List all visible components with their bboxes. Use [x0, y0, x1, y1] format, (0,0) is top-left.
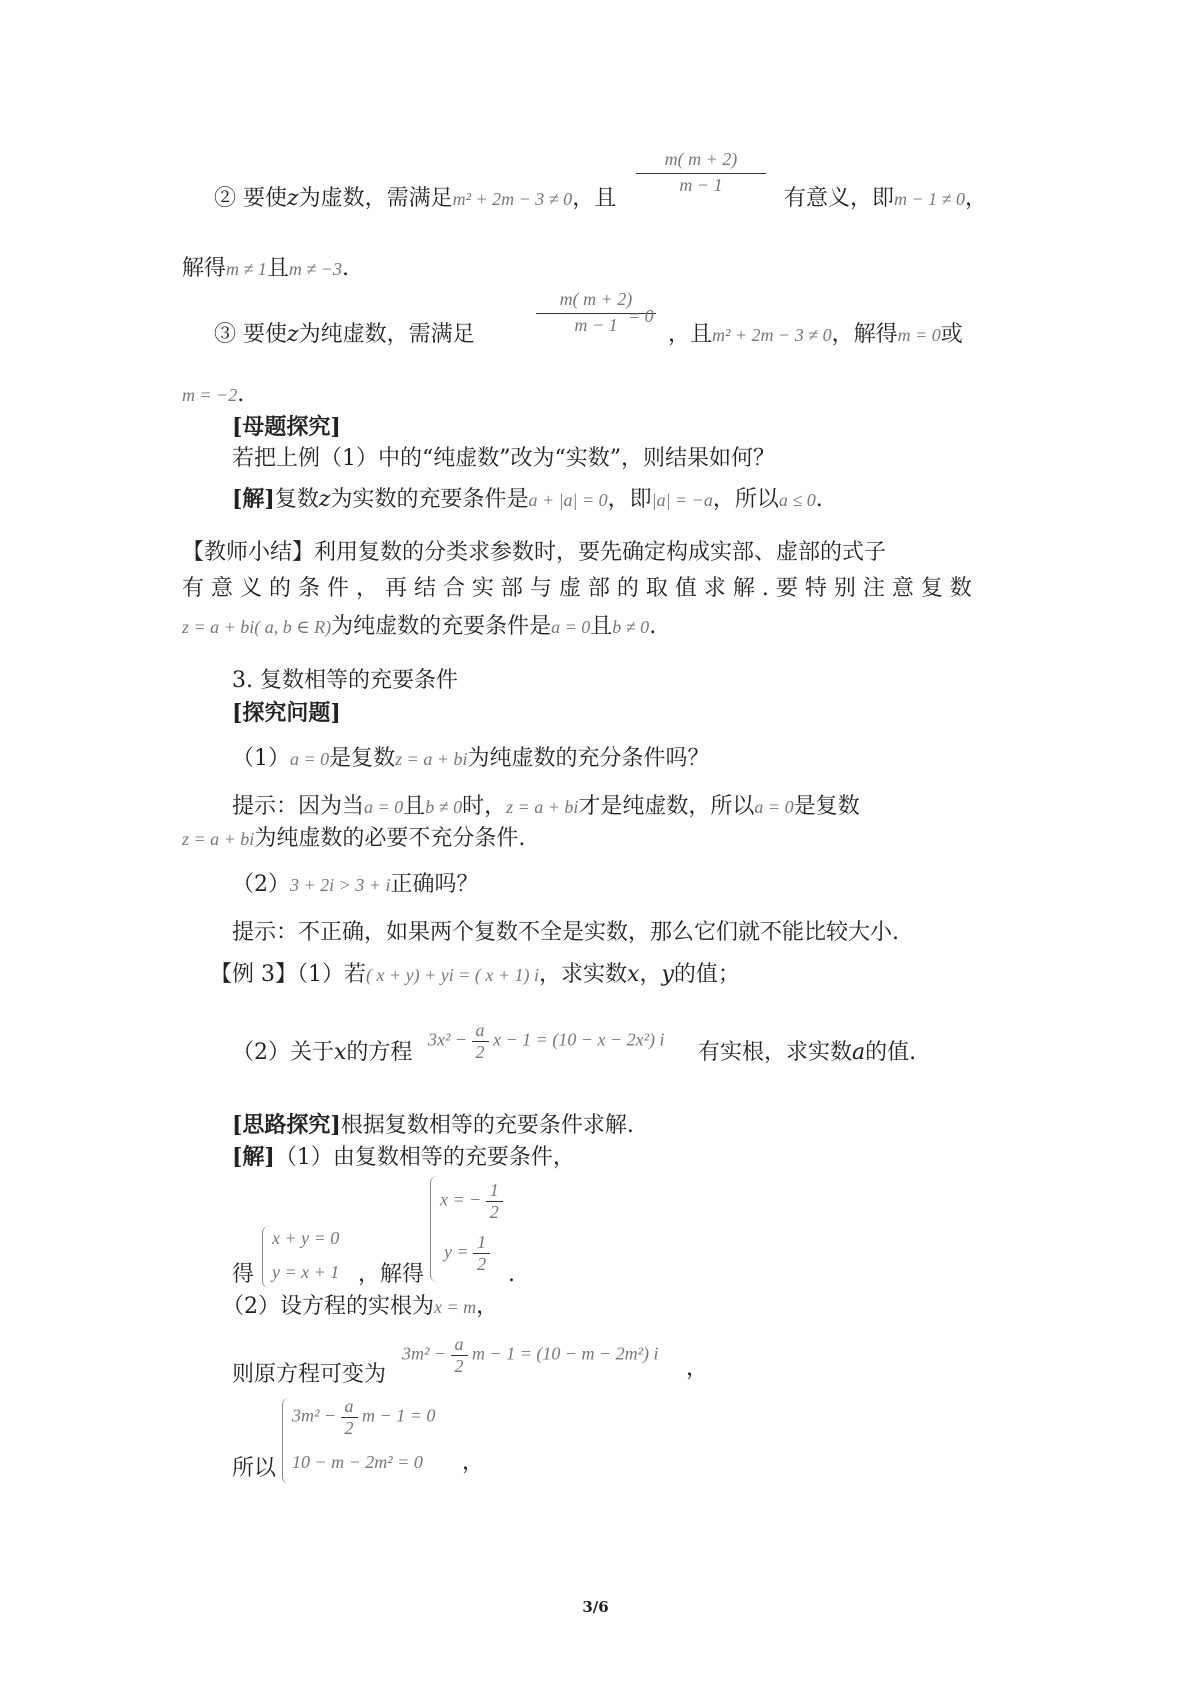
para-solution-pure	[182, 382, 244, 408]
fraction-denominator: 2	[475, 1041, 485, 1062]
fraction-denominator: m − 1	[679, 175, 723, 196]
text: 【例 3】（1）若	[210, 962, 366, 987]
text: 为纯虚数的充分条件吗？	[467, 746, 710, 771]
math-expr: a = 0	[754, 797, 794, 817]
para-condition-pure	[214, 322, 475, 348]
var-x: x	[627, 962, 640, 987]
math-expr: m² + 2m − 3 ≠ 0	[452, 189, 573, 209]
tag-solution: [解]	[232, 1144, 275, 1170]
text: 有意义，即	[784, 186, 895, 211]
var-z: z	[287, 186, 299, 211]
text-transform: 则原方程可变为	[232, 1362, 387, 1387]
text: ，且	[572, 186, 617, 211]
math-expr: z = a + bi	[182, 829, 255, 849]
fraction-denominator: 2	[477, 1253, 487, 1274]
text: ③ 要使	[214, 322, 287, 347]
system-2-eq-2: 10 − m − 2m² = 0	[292, 1452, 423, 1472]
math-expr: a = 0	[290, 749, 330, 769]
equation-transformed	[402, 1334, 659, 1376]
math-expr: m − 1 ≠ 0	[894, 189, 966, 209]
math-expr: b ≠ 0	[612, 617, 650, 637]
text: ，且	[668, 322, 713, 347]
math-expr: a + |a| = 0	[528, 490, 608, 510]
text: 且	[403, 794, 426, 819]
text: 根据复数相等的充要条件求解.	[340, 1113, 634, 1138]
var-z: z	[287, 322, 299, 347]
tag-solution: [解]	[232, 486, 275, 512]
math-expr: |a| = −a	[651, 490, 713, 510]
text: 为纯虚数的必要不充分条件.	[254, 826, 526, 851]
hint-2: 提示：不正确，如果两个复数不全是实数，那么它们就不能比较大小.	[232, 920, 899, 945]
text: （1）	[232, 746, 290, 771]
var-a: a	[852, 1040, 866, 1065]
example-3-part-2-lead	[232, 1040, 412, 1066]
example-3-part-2-tail	[698, 1040, 916, 1066]
math-expr: 3 + 2i > 3 + i	[290, 875, 391, 895]
text: 且	[266, 256, 289, 281]
text: （2）	[232, 872, 290, 897]
fraction-numerator: 1	[477, 1232, 487, 1252]
page-number: 3/6	[582, 1598, 609, 1616]
question-1	[232, 746, 710, 772]
var-y: y	[661, 962, 674, 987]
fraction-denominator: 2	[344, 1417, 354, 1438]
text-de: 得	[232, 1262, 255, 1287]
equation-example-3	[428, 1020, 665, 1062]
fraction	[341, 1396, 358, 1438]
math-expr: x = −	[440, 1189, 482, 1210]
para-solution-imaginary	[182, 256, 349, 282]
fraction-denominator: 2	[489, 1201, 499, 1222]
text-jiede: ，解得	[358, 1262, 425, 1287]
heading-mother-problem: [母题探究]	[232, 414, 341, 440]
fraction-numerator: 1	[489, 1180, 499, 1200]
text: 的方程	[346, 1040, 413, 1065]
tag-idea: [思路探究]	[232, 1112, 341, 1138]
text: （2）关于	[232, 1040, 334, 1065]
system-1-eq-2: y = x + 1	[272, 1262, 340, 1282]
math-expr: ( x + y) + yi = ( x + 1) i	[366, 965, 540, 985]
left-brace	[262, 1226, 269, 1288]
fraction-denominator: m − 1	[574, 315, 618, 336]
text-comma: ，	[686, 1356, 709, 1381]
question-mother-problem: 若把上例（1）中的“纯虚数”改为“实数”，则结果如何？	[232, 446, 775, 471]
fraction-numerator: a	[454, 1334, 464, 1354]
text: ，解得	[831, 322, 898, 347]
text: 时，	[462, 794, 507, 819]
var-x: x	[334, 1040, 347, 1065]
section-title: 3. 复数相等的充要条件	[232, 668, 458, 693]
fraction	[636, 148, 766, 198]
math-expr: a = 0	[364, 797, 404, 817]
left-brace	[430, 1176, 437, 1282]
text: 为实数的充要条件是	[330, 487, 529, 512]
math-expr: a ≤ 0	[778, 490, 816, 510]
text: 提示：因为当	[232, 794, 365, 819]
math-expr: m ≠ 1	[226, 259, 267, 279]
fraction	[473, 1232, 490, 1274]
fraction-numerator: m( m + 2)	[664, 149, 738, 169]
text: 正确吗？	[390, 872, 479, 897]
fraction	[486, 1180, 503, 1222]
math-expr: y =	[444, 1241, 469, 1262]
left-brace	[282, 1398, 289, 1484]
para-condition-imaginary-cont	[784, 186, 987, 212]
solution-x	[440, 1180, 503, 1222]
math-expr: x = m	[434, 1297, 477, 1317]
var-z: z	[318, 487, 331, 512]
question-2	[232, 872, 478, 898]
text: 的值.	[865, 1040, 917, 1065]
solution-part-1-lead	[232, 1144, 575, 1171]
text: （1）由复数相等的充要条件，	[274, 1145, 575, 1170]
text: 且	[590, 614, 613, 639]
text: 是复数	[793, 794, 860, 819]
math-expr: m − 1 = (10 − m − 2m²) i	[472, 1343, 659, 1364]
teacher-summary-line-3	[182, 614, 656, 640]
text: 或	[940, 322, 963, 347]
fraction-numerator: a	[344, 1396, 354, 1416]
text: ，求实数	[539, 962, 628, 987]
para-condition-pure-cont	[668, 322, 963, 348]
math-expr: m − 1 = 0	[362, 1405, 436, 1426]
math-expr: m ≠ −3	[288, 259, 342, 279]
fraction-numerator: m( m + 2)	[559, 289, 633, 309]
hint-1-line-2	[182, 826, 525, 852]
text: 为纯虚数，需满足	[298, 322, 475, 347]
math-expr: m = 0	[897, 325, 941, 345]
text: 是复数	[329, 746, 396, 771]
fraction-denominator: 2	[454, 1355, 464, 1376]
math-eq-zero: = 0	[628, 306, 654, 326]
text: ，	[965, 186, 988, 211]
text: （2）设方程的实根为	[222, 1294, 434, 1319]
math-expr: b ≠ 0	[425, 797, 463, 817]
text-period: .	[508, 1262, 515, 1287]
teacher-summary-line-1: 【教师小结】利用复数的分类求参数时，要先确定构成实部、虚部的式子	[182, 540, 887, 565]
system-2-eq-1	[292, 1396, 435, 1438]
math-expr: z = a + bi( a, b ∈ R)	[182, 617, 332, 637]
para-condition-imaginary	[214, 186, 616, 212]
math-expr: z = a + bi	[506, 797, 579, 817]
example-3-part-1	[210, 962, 740, 988]
text: 为虚数，需满足	[298, 186, 453, 211]
teacher-summary-line-2: 有 意 义 的 条 件 ， 再 结 合 实 部 与 虚 部 的 取 值 求 解 . 要 特 别 注 意 复 数	[182, 576, 972, 601]
solution-part-2-lead	[222, 1294, 498, 1320]
text-comma: ，	[462, 1450, 485, 1475]
system-1-eq-1: x + y = 0	[272, 1228, 340, 1248]
fraction	[472, 1020, 489, 1062]
text: ，	[476, 1294, 499, 1319]
text: .	[341, 256, 349, 281]
fraction-numerator: a	[475, 1020, 485, 1040]
heading-explore: [探究问题]	[232, 700, 341, 726]
text: 的值；	[673, 962, 740, 987]
solution-y	[444, 1232, 490, 1274]
math-expr: m² + 2m − 3 ≠ 0	[712, 325, 832, 345]
idea-explore	[232, 1112, 634, 1139]
text: 有实根，求实数	[698, 1040, 853, 1065]
math-expr: a = 0	[551, 617, 591, 637]
math-expr: 3m² −	[402, 1343, 447, 1364]
math-expr: 3m² −	[292, 1405, 337, 1426]
math-expr: m = −2	[182, 385, 238, 405]
text: 才是纯虚数，所以	[578, 794, 755, 819]
math-expr: z = a + bi	[395, 749, 468, 769]
para-solution-real	[232, 486, 823, 513]
math-expr: 3x² −	[428, 1029, 468, 1050]
text: ，即	[607, 487, 652, 512]
text: ② 要使	[214, 186, 287, 211]
text: 解得	[182, 256, 227, 281]
text: ，	[639, 962, 662, 987]
text: .	[815, 487, 823, 512]
text: 复数	[274, 487, 319, 512]
hint-1-line-1	[232, 794, 860, 820]
math-expr: x − 1 = (10 − x − 2x²) i	[493, 1029, 665, 1050]
text: .	[649, 614, 657, 639]
text: ，所以	[712, 487, 779, 512]
fraction	[451, 1334, 468, 1376]
text: .	[237, 382, 245, 407]
text: 为纯虚数的充要条件是	[331, 614, 552, 639]
text-suoyi: 所以	[232, 1456, 277, 1481]
